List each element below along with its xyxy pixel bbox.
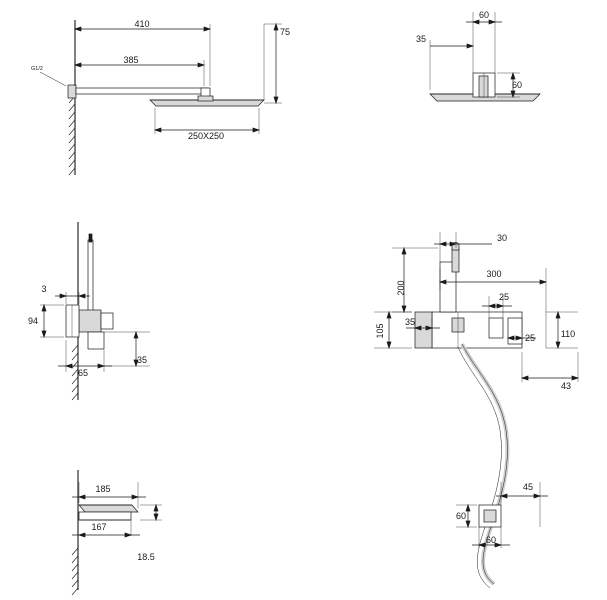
dim-3: 3: [41, 284, 47, 294]
dim-105: 105: [375, 323, 385, 339]
dim-94: 94: [27, 316, 39, 326]
dim-60-right: 60: [511, 80, 523, 90]
dim-35-front: 35: [415, 34, 427, 44]
label-g12: G1/2: [31, 66, 43, 72]
dim-185: 185: [95, 484, 111, 494]
dim-65: 65: [77, 368, 89, 378]
dim-300: 300: [486, 269, 502, 279]
dim-35-holder: 35: [136, 355, 148, 365]
dim-18-5: 18.5: [137, 552, 155, 562]
dim-45: 45: [522, 482, 534, 492]
dim-35-valve: 35: [404, 317, 416, 327]
overhead-shower-front-view: [430, 12, 540, 101]
dim-60-top: 60: [478, 10, 490, 20]
handshower-holder-side-view: [40, 222, 150, 400]
dim-410: 410: [134, 19, 150, 29]
dim-30: 30: [496, 233, 508, 243]
dim-43: 43: [560, 381, 572, 391]
overhead-shower-side-view: [40, 20, 282, 175]
dim-25-right: 25: [524, 333, 536, 343]
dim-25-upper: 25: [498, 292, 510, 302]
dim-75: 75: [279, 27, 291, 37]
dim-200: 200: [396, 280, 406, 296]
dim-110: 110: [560, 329, 576, 339]
dim-250x250: 250X250: [187, 131, 225, 141]
dim-60-bracket-v: 60: [455, 511, 467, 521]
dim-167: 167: [91, 522, 107, 532]
spout-side-view: [72, 470, 162, 595]
dim-385: 385: [123, 55, 139, 65]
dim-60-bracket-h: 60: [485, 535, 497, 545]
